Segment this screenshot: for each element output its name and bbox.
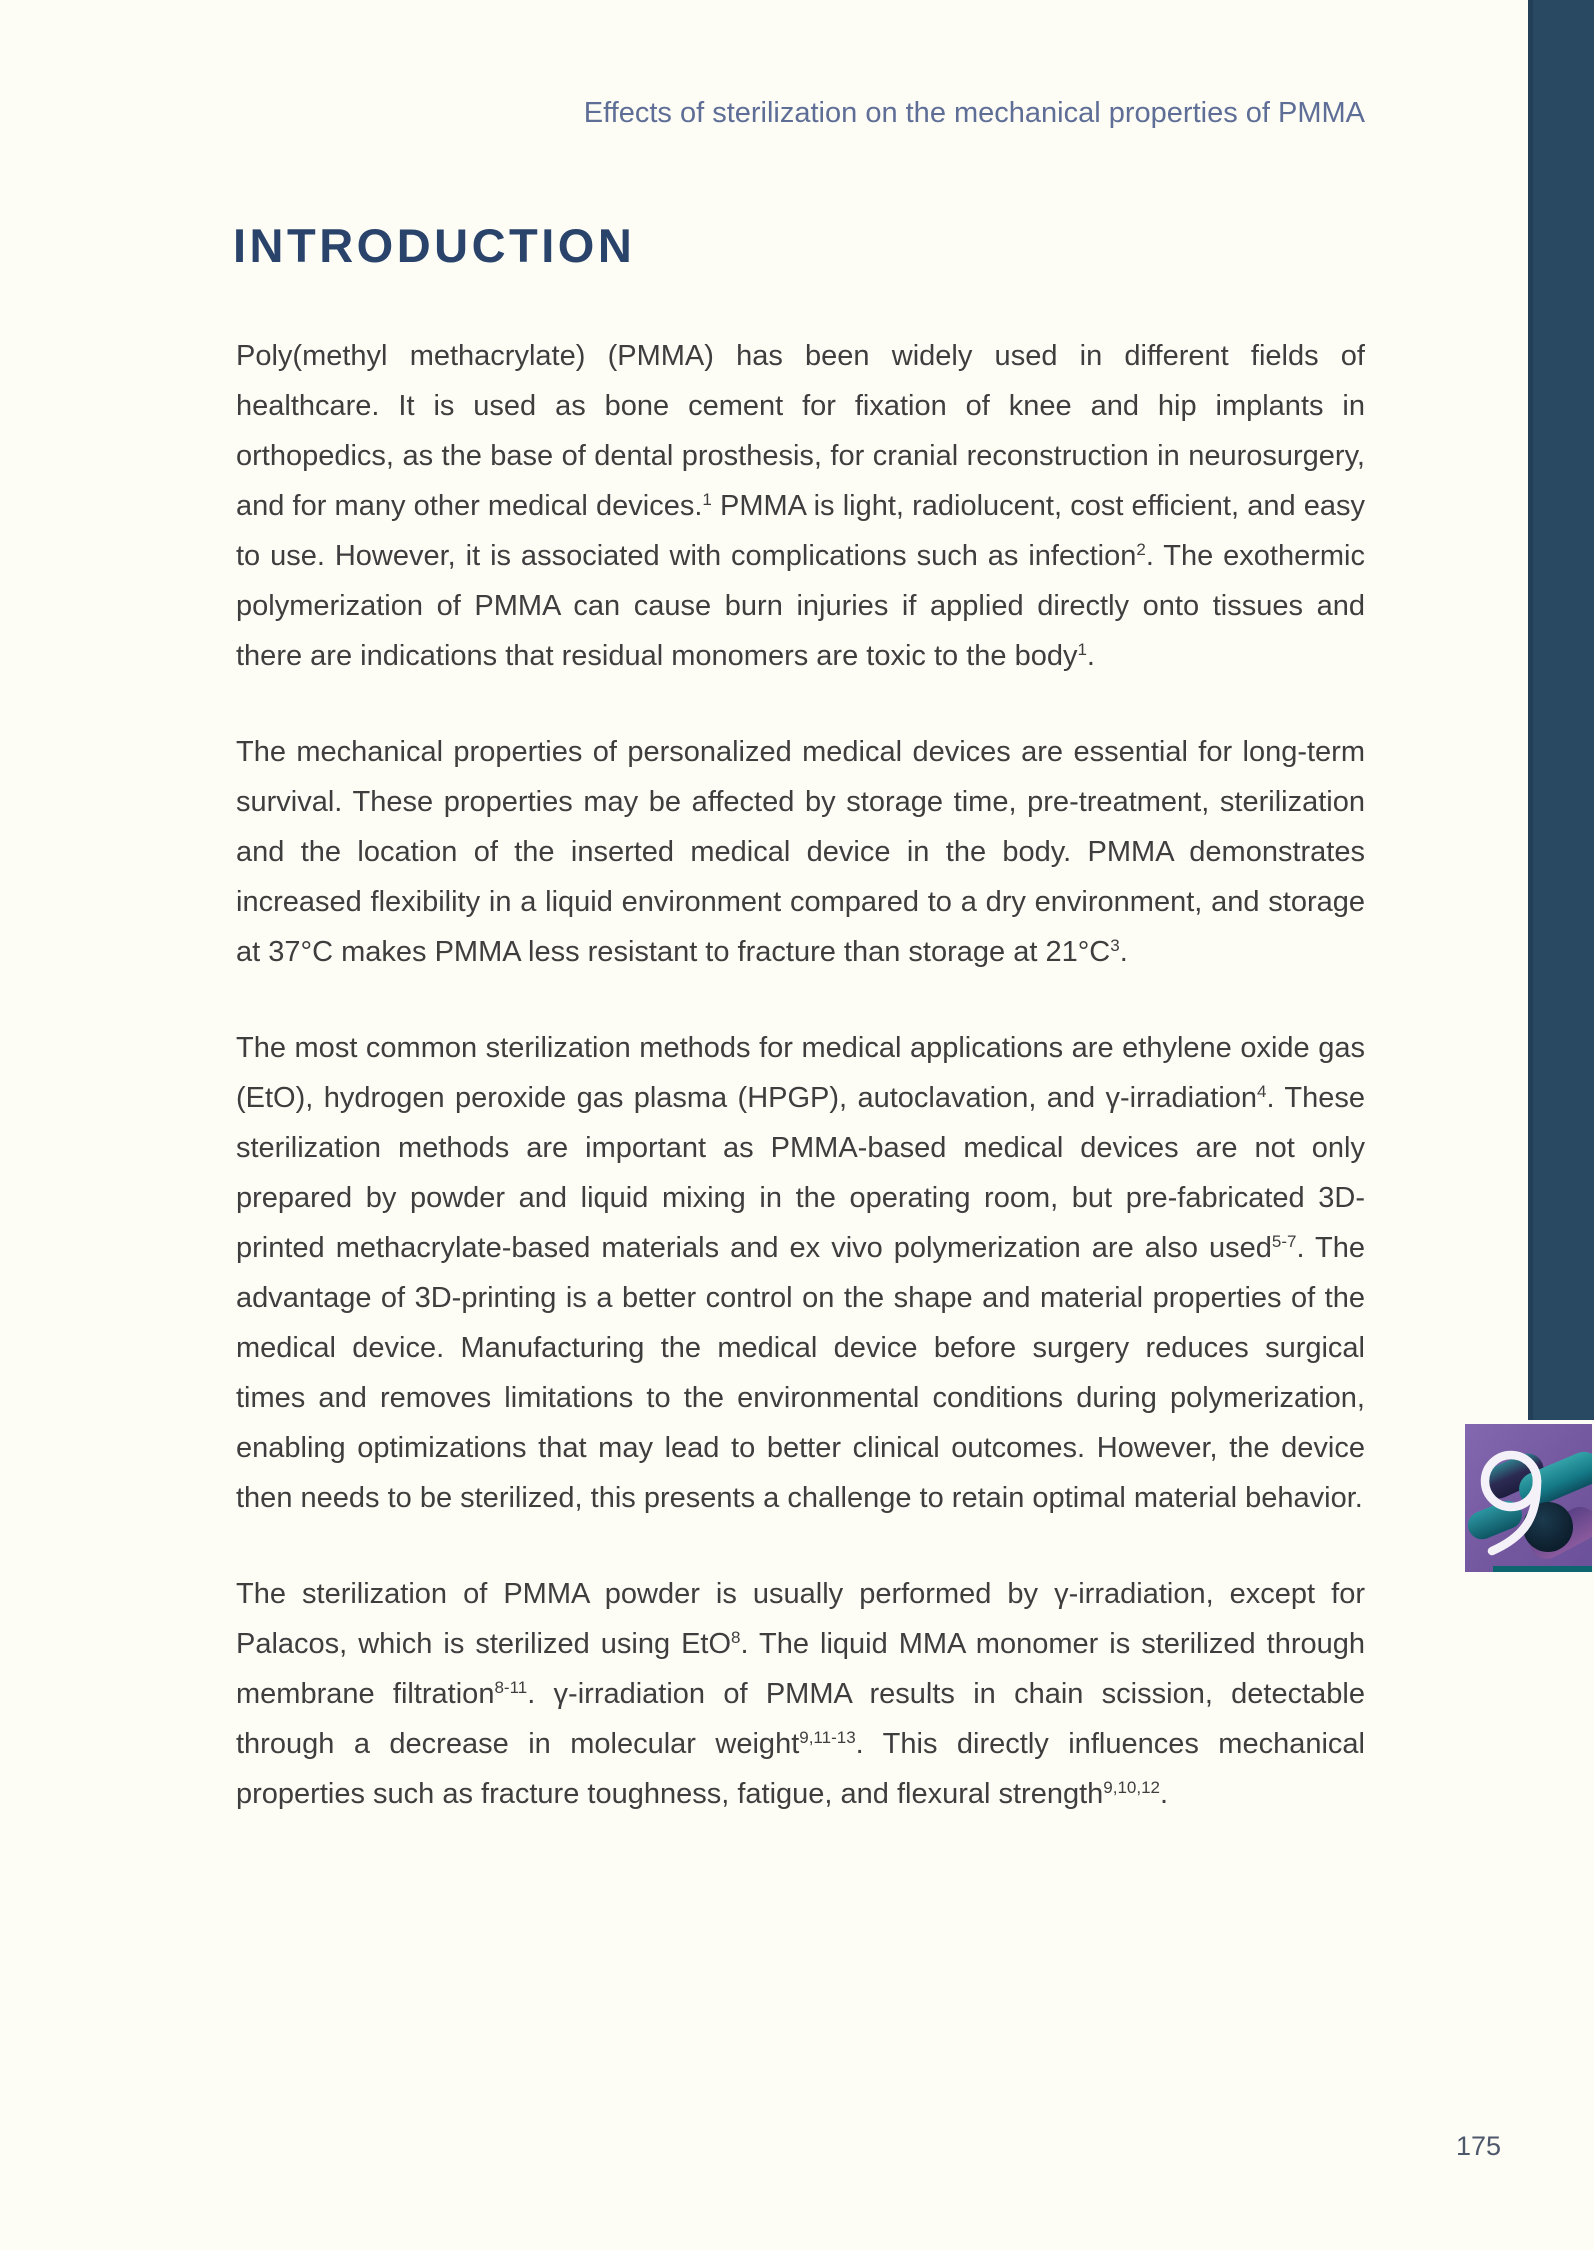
paragraph — [236, 727, 1365, 977]
text-segment: PMMA is light, radiolucent, cost efficient, and easy to use. However, it is associated with complications such as infection — [236, 490, 1366, 572]
paragraph — [236, 1023, 1365, 1523]
citation-superscript: 8-11 — [494, 1678, 528, 1697]
text-segment: . — [1160, 1778, 1169, 1810]
citation-superscript: 1 — [1077, 640, 1087, 659]
text-segment: . The liquid MMA monomer is sterilized through membrane filtration — [236, 1628, 1366, 1710]
citation-superscript: 3 — [1110, 936, 1120, 955]
citation-superscript: 4 — [1257, 1082, 1267, 1101]
pill-capsule-icon — [1493, 1566, 1592, 1572]
citation-superscript: 9,10,12 — [1103, 1778, 1161, 1797]
paragraph — [236, 331, 1365, 681]
body-copy — [236, 331, 1365, 1865]
section-title: INTRODUCTION — [233, 219, 636, 272]
text-segment: . — [1119, 936, 1128, 968]
paragraph — [236, 1569, 1365, 1819]
citation-superscript: 1 — [702, 490, 712, 509]
chapter-sidebar-bar — [1528, 0, 1594, 1420]
text-segment: . The exothermic polymerization of PMMA can cause burn injuries if applied directly onto tissues and there are indications that residual monomers are toxic to the body — [236, 540, 1365, 672]
text-segment: . γ-irradiation of PMMA results in chain scission, detectable through a decrease in molecular weight — [236, 1678, 1365, 1760]
text-segment: The most common sterilization methods for medical applications are ethylene oxide gas (EtO), hydrogen peroxide gas plasma (HPGP), autoclavation, and γ-irradiation — [236, 1032, 1365, 1114]
text-segment: . This directly influences mechanical properties such as fracture toughness, fatigue, and flexural strength — [236, 1728, 1365, 1810]
text-segment: The mechanical properties of personalized medical devices are essential for long-term survival. These properties may be affected by storage time, pre-treatment, sterilization and the location of the inserted medical device in the body. PMMA demonstrates increased flexibility in a liquid environment compared to a dry environment, and storage at 37°C makes PMMA less resistant to fracture than storage at 21°C — [236, 736, 1365, 968]
text-segment: . These sterilization methods are important as PMMA-based medical devices are not only prepared by powder and liquid mixing in the operating room, but pre-fabricated 3D-printed methacrylate-based materials and ex vivo polymerization are also used — [236, 1082, 1365, 1264]
page-number: 175 — [1456, 2131, 1502, 2161]
text-segment: . The advantage of 3D-printing is a better control on the shape and material properties of the medical device. Manufacturing the medical device before surgery reduces surgical times and removes limitations to the environmental conditions during polymerization, enabling optimizations that may lead to better clinical outcomes. However, the device then needs to be sterilized, this presents a challenge to retain optimal material behavior. — [236, 1232, 1365, 1514]
text-segment: . — [1086, 640, 1095, 672]
chapter-tile-image — [1465, 1424, 1592, 1572]
text-segment: The sterilization of PMMA powder is usually performed by γ-irradiation, except for Palacos, which is sterilized using EtO — [236, 1578, 1365, 1660]
running-header: Effects of sterilization on the mechanical properties of PMMA — [583, 97, 1365, 129]
citation-superscript: 2 — [1136, 540, 1146, 559]
citation-superscript: 5-7 — [1271, 1232, 1297, 1251]
text-segment: Poly(methyl methacrylate) (PMMA) has been widely used in different fields of healthcare. It is used as bone cement for fixation of knee and hip implants in orthopedics, as the base of dental prosthesis, for cranial reconstruction in neurosurgery, and for many other medical devices. — [236, 340, 1365, 522]
citation-superscript: 9,11-13 — [799, 1728, 856, 1747]
chapter-tile — [1465, 1424, 1592, 1572]
citation-superscript: 8 — [731, 1628, 741, 1647]
